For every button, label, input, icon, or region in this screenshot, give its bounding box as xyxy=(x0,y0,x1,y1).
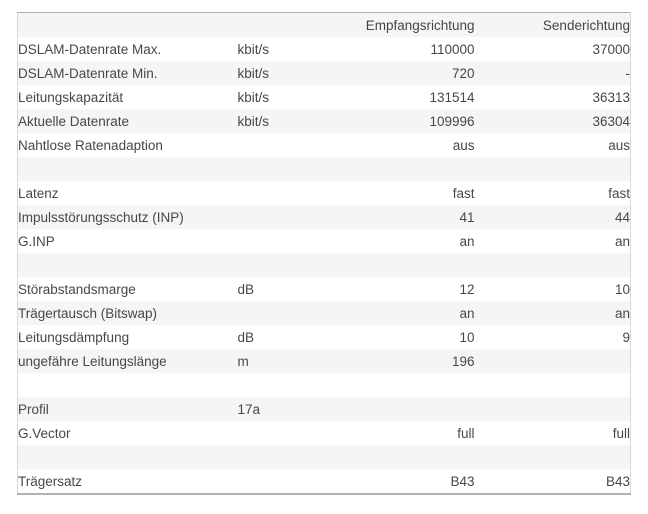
value-empfang: 10 xyxy=(459,329,475,345)
param-label: Nahtlose Ratenadaption xyxy=(18,137,163,153)
param-label: DSLAM-Datenrate Max. xyxy=(18,41,162,57)
value-empfang: aus xyxy=(452,137,475,153)
value-senden: an xyxy=(614,233,630,249)
param-label: Störabstandsmarge xyxy=(18,281,136,297)
value-senden xyxy=(475,445,631,469)
param-label: DSLAM-Datenrate Min. xyxy=(18,65,158,81)
value-senden: B43 xyxy=(605,473,630,489)
value-senden: 37000 xyxy=(592,41,630,57)
param-label: Trägersatz xyxy=(18,473,83,489)
param-unit: kbit/s xyxy=(237,41,270,57)
table-row xyxy=(18,205,631,229)
value-empfang: an xyxy=(459,305,475,321)
header-empfangsrichtung: Empfangsrichtung xyxy=(365,17,475,33)
spacer-row xyxy=(18,157,631,181)
header-label-col xyxy=(18,13,238,38)
param-unit xyxy=(238,229,348,253)
param-label: Leitungskapazität xyxy=(18,89,124,105)
param-label xyxy=(18,157,238,181)
table-row xyxy=(18,61,631,85)
value-empfang xyxy=(348,253,475,277)
param-label: Trägertausch (Bitswap) xyxy=(18,305,158,321)
value-empfang: fast xyxy=(452,185,475,201)
param-label: ungefähre Leitungslänge xyxy=(18,353,167,369)
value-empfang: 12 xyxy=(459,281,475,297)
table-row xyxy=(18,133,631,157)
value-senden: fast xyxy=(608,185,630,201)
header-senderichtung: Senderichtung xyxy=(542,17,630,33)
table-row xyxy=(18,37,631,61)
param-label xyxy=(18,253,238,277)
value-empfang: an xyxy=(459,233,475,249)
param-unit xyxy=(238,373,348,397)
value-empfang xyxy=(348,397,475,421)
param-label xyxy=(18,445,238,469)
param-label: Latenz xyxy=(18,185,59,201)
header-unit-col xyxy=(238,13,348,38)
value-empfang xyxy=(348,445,475,469)
value-senden: 36304 xyxy=(592,113,630,129)
param-unit: kbit/s xyxy=(237,89,270,105)
value-empfang: 720 xyxy=(451,65,475,81)
table-body xyxy=(18,37,631,494)
spacer-row xyxy=(18,253,631,277)
value-senden: aus xyxy=(608,137,630,153)
param-unit: dB xyxy=(237,281,255,297)
spacer-row xyxy=(18,445,631,469)
param-unit xyxy=(238,253,348,277)
value-senden: 36313 xyxy=(592,89,630,105)
value-senden xyxy=(475,349,631,373)
value-senden: 9 xyxy=(622,329,630,345)
table-row xyxy=(18,277,631,301)
value-senden: 10 xyxy=(614,281,630,297)
param-label: G.Vector xyxy=(18,425,71,441)
value-empfang: 41 xyxy=(459,209,475,225)
param-unit: 17a xyxy=(237,401,261,417)
table-row xyxy=(18,181,631,205)
table-row xyxy=(18,229,631,253)
param-unit xyxy=(238,445,348,469)
param-unit xyxy=(238,157,348,181)
header-row xyxy=(18,13,631,38)
value-empfang: 131514 xyxy=(429,89,475,105)
dsl-info-table xyxy=(17,12,631,495)
param-label: G.INP xyxy=(18,233,55,249)
param-label: Aktuelle Datenrate xyxy=(18,113,130,129)
param-unit: kbit/s xyxy=(237,113,270,129)
value-empfang xyxy=(348,373,475,397)
value-empfang: 110000 xyxy=(430,41,475,57)
spacer-row xyxy=(18,373,631,397)
param-label xyxy=(18,373,238,397)
value-senden xyxy=(475,397,631,421)
value-senden xyxy=(475,373,631,397)
table-row xyxy=(18,397,631,421)
value-empfang: 109996 xyxy=(429,113,475,129)
param-unit xyxy=(238,133,348,157)
param-unit xyxy=(238,469,348,494)
param-unit xyxy=(238,181,348,205)
table-row xyxy=(18,469,631,494)
value-senden: 44 xyxy=(614,209,630,225)
table-row xyxy=(18,109,631,133)
param-label: Leitungsdämpfung xyxy=(18,329,130,345)
value-empfang xyxy=(348,157,475,181)
param-unit: m xyxy=(237,353,249,369)
param-unit xyxy=(238,205,348,229)
param-unit xyxy=(238,301,348,325)
param-unit xyxy=(238,421,348,445)
value-senden: an xyxy=(614,305,630,321)
value-empfang: full xyxy=(457,425,475,441)
value-senden: full xyxy=(612,425,630,441)
table-row xyxy=(18,349,631,373)
table-row xyxy=(18,325,631,349)
value-senden xyxy=(475,157,631,181)
value-empfang: 196 xyxy=(451,353,475,369)
param-unit: dB xyxy=(237,329,255,345)
table-row xyxy=(18,421,631,445)
param-unit: kbit/s xyxy=(237,65,270,81)
table-header xyxy=(18,13,631,38)
param-label: Profil xyxy=(18,401,49,417)
value-empfang: B43 xyxy=(450,473,475,489)
value-senden xyxy=(475,253,631,277)
table-row xyxy=(18,301,631,325)
param-label: Impulsstörungsschutz (INP) xyxy=(18,209,184,225)
table-row xyxy=(18,85,631,109)
value-senden: - xyxy=(625,65,630,81)
